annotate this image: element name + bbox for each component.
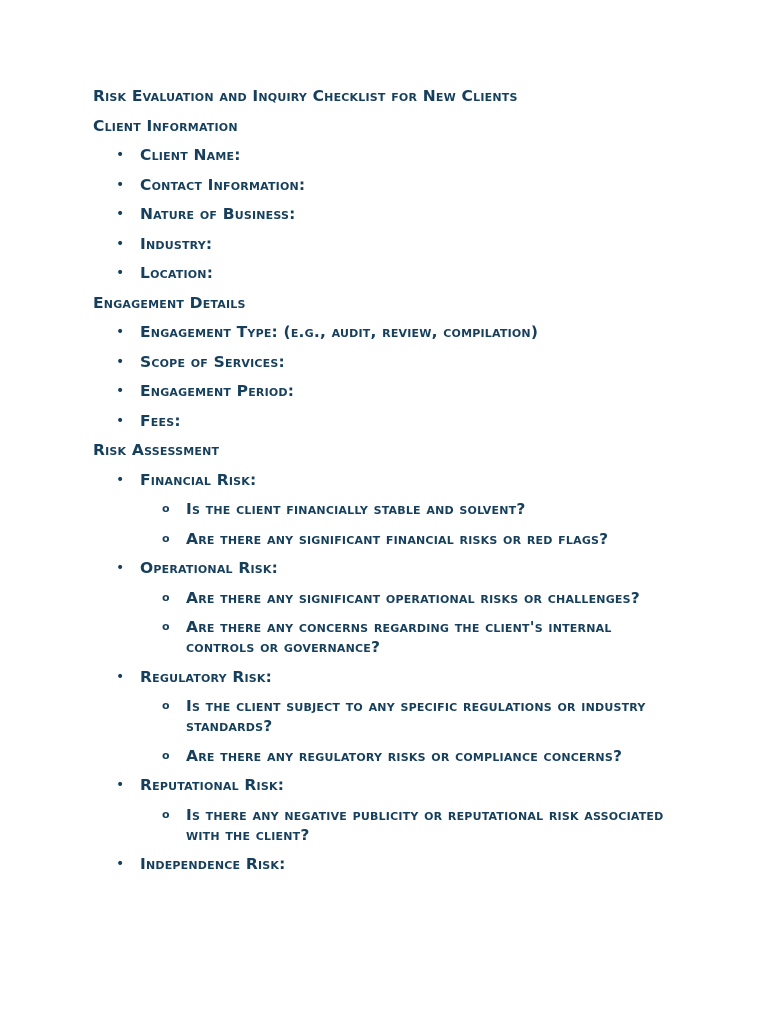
item-label: Reputational Risk: <box>140 776 285 794</box>
question-item <box>140 499 676 519</box>
bullet-icon: • <box>116 353 125 370</box>
item-label: Scope of Services: <box>140 352 285 371</box>
section-engagement-details <box>93 293 693 431</box>
checklist-item-independence-risk <box>93 854 693 874</box>
question-text: Are there any significant financial risks or red flags? <box>186 529 609 548</box>
item-label: Client Name: <box>140 146 241 164</box>
question-text: Are there any regulatory risks or compliance concerns? <box>186 746 623 765</box>
question-list <box>140 588 693 658</box>
question-item <box>140 746 676 766</box>
checklist <box>93 470 693 875</box>
question-list <box>140 805 693 845</box>
bullet-icon: • <box>116 265 125 281</box>
checklist-item <box>93 411 693 431</box>
bullet-icon: • <box>116 668 125 685</box>
checklist-item <box>93 381 693 401</box>
question-item <box>140 696 676 736</box>
item-label: Location: <box>140 264 214 282</box>
document-title: Risk Evaluation and Inquiry Checklist for New Clients <box>93 87 518 105</box>
item-label: Operational Risk: <box>140 559 279 577</box>
item-label: Independence Risk: <box>140 855 286 873</box>
section-heading: Client Information <box>93 116 238 135</box>
circle-bullet-icon: o <box>162 590 170 604</box>
question-text: Is there any negative publicity or reputational risk associated with the client? <box>186 805 664 844</box>
question-item <box>140 617 676 657</box>
checklist-item-financial-risk <box>93 470 693 549</box>
bullet-icon: • <box>116 777 125 793</box>
bullet-icon: • <box>116 206 125 222</box>
circle-bullet-icon: o <box>162 502 170 515</box>
question-text: Is the client financially stable and solvent? <box>186 500 526 518</box>
bullet-icon: • <box>116 235 125 252</box>
bullet-icon: • <box>116 176 125 193</box>
item-label: Regulatory Risk: <box>140 667 273 686</box>
section-client-information <box>93 116 693 284</box>
item-label: Nature of Business: <box>140 205 296 223</box>
checklist-item <box>93 234 693 254</box>
item-label: Contact Information: <box>140 175 306 194</box>
checklist-item <box>93 145 693 165</box>
document-page <box>93 86 693 884</box>
bullet-icon: • <box>116 324 125 340</box>
circle-bullet-icon: o <box>162 748 170 762</box>
bullet-icon: • <box>116 471 125 488</box>
checklist-item <box>93 352 693 372</box>
section-heading: Risk Assessment <box>93 441 220 459</box>
checklist-item-reputational-risk <box>93 775 693 845</box>
checklist-item <box>93 175 693 195</box>
item-label: Financial Risk: <box>140 470 257 489</box>
checklist-item-operational-risk <box>93 558 693 657</box>
item-label: Fees: <box>140 411 181 430</box>
bullet-icon: • <box>116 856 125 872</box>
checklist-item <box>93 204 693 224</box>
question-list <box>140 696 693 766</box>
checklist-item <box>93 263 693 283</box>
question-text: Are there any significant operational risks or challenges? <box>186 588 640 607</box>
checklist-item-regulatory-risk <box>93 667 693 766</box>
bullet-icon: • <box>116 383 125 399</box>
bullet-icon: • <box>116 412 125 429</box>
question-text: Is the client subject to any specific regulations or industry standards? <box>186 697 646 735</box>
bullet-icon: • <box>116 560 125 576</box>
question-text: Are there any concerns regarding the client's internal controls or governance? <box>186 618 612 656</box>
checklist-item <box>93 322 693 342</box>
question-item <box>140 805 676 845</box>
section-heading: Engagement Details <box>93 293 246 312</box>
circle-bullet-icon: o <box>162 699 170 712</box>
bullet-icon: • <box>116 147 125 163</box>
item-label: Engagement Period: <box>140 382 295 400</box>
question-item <box>140 588 676 608</box>
question-item <box>140 529 676 549</box>
section-risk-assessment <box>93 440 693 874</box>
question-list <box>140 499 693 549</box>
checklist <box>93 322 693 431</box>
checklist <box>93 145 693 283</box>
circle-bullet-icon: o <box>162 620 170 633</box>
item-label: Industry: <box>140 234 213 253</box>
circle-bullet-icon: o <box>162 531 170 545</box>
circle-bullet-icon: o <box>162 807 170 821</box>
item-label: Engagement Type: (e.g., audit, review, compilation) <box>140 323 539 341</box>
